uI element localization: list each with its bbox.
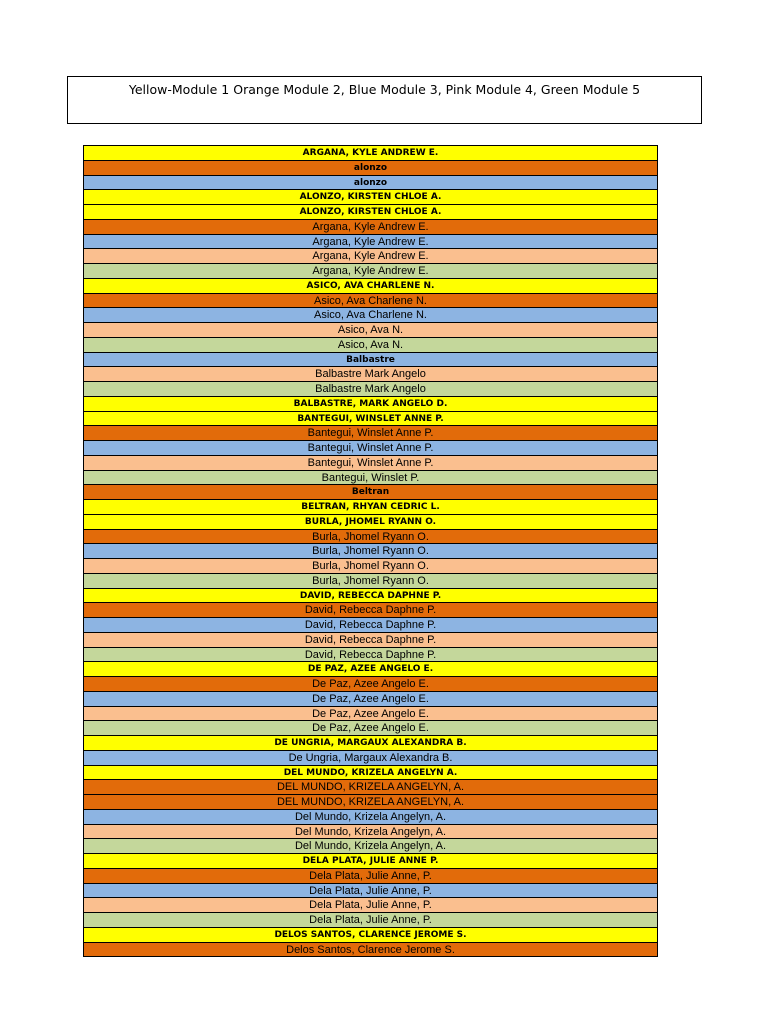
- roster-row: Bantegui, Winslet Anne P.: [84, 426, 657, 441]
- roster-row: Burla, Jhomel Ryann O.: [84, 559, 657, 574]
- roster-row: David, Rebecca Daphne P.: [84, 648, 657, 663]
- roster-row: alonzo: [84, 161, 657, 176]
- module-legend-box: [67, 76, 702, 124]
- roster-row: Dela Plata, Julie Anne, P.: [84, 869, 657, 884]
- roster-row: Del Mundo, Krizela Angelyn, A.: [84, 839, 657, 854]
- roster-row: BURLA, JHOMEL RYANN O.: [84, 515, 657, 530]
- roster-row: alonzo: [84, 176, 657, 191]
- roster-row: David, Rebecca Daphne P.: [84, 618, 657, 633]
- roster-row: ALONZO, KIRSTEN CHLOE A.: [84, 190, 657, 205]
- roster-row: Dela Plata, Julie Anne, P.: [84, 913, 657, 928]
- roster-row: Del Mundo, Krizela Angelyn, A.: [84, 810, 657, 825]
- roster-row: Balbastre: [84, 353, 657, 368]
- roster-row: DELA PLATA, JULIE ANNE P.: [84, 854, 657, 869]
- roster-row: Delos Santos, Clarence Jerome S.: [84, 943, 657, 958]
- roster-row: DEL MUNDO, KRIZELA ANGELYN, A.: [84, 795, 657, 810]
- roster-row: DE UNGRIA, MARGAUX ALEXANDRA B.: [84, 736, 657, 751]
- roster-row: ALONZO, KIRSTEN CHLOE A.: [84, 205, 657, 220]
- roster-row: Dela Plata, Julie Anne, P.: [84, 898, 657, 913]
- roster-row: Asico, Ava N.: [84, 338, 657, 353]
- roster-row: BALBASTRE, MARK ANGELO D.: [84, 397, 657, 412]
- roster-row: Argana, Kyle Andrew E.: [84, 264, 657, 279]
- roster-row: ARGANA, KYLE ANDREW E.: [84, 146, 657, 161]
- roster-row: De Paz, Azee Angelo E.: [84, 692, 657, 707]
- roster-row: DE PAZ, AZEE ANGELO E.: [84, 662, 657, 677]
- roster-row: Bantegui, Winslet Anne P.: [84, 441, 657, 456]
- student-roster-table: [83, 145, 658, 957]
- roster-row: David, Rebecca Daphne P.: [84, 633, 657, 648]
- roster-row: Argana, Kyle Andrew E.: [84, 235, 657, 250]
- roster-row: Del Mundo, Krizela Angelyn, A.: [84, 825, 657, 840]
- roster-row: Bantegui, Winslet Anne P.: [84, 456, 657, 471]
- module-legend-text: Yellow-Module 1 Orange Module 2, Blue Module 3, Pink Module 4, Green Module 5: [128, 82, 641, 97]
- roster-row: Asico, Ava Charlene N.: [84, 308, 657, 323]
- roster-row: DAVID, REBECCA DAPHNE P.: [84, 589, 657, 604]
- roster-row: BANTEGUI, WINSLET ANNE P.: [84, 412, 657, 427]
- roster-row: De Paz, Azee Angelo E.: [84, 721, 657, 736]
- roster-row: Burla, Jhomel Ryann O.: [84, 544, 657, 559]
- roster-row: Dela Plata, Julie Anne, P.: [84, 884, 657, 899]
- roster-row: Burla, Jhomel Ryann O.: [84, 530, 657, 545]
- roster-row: DEL MUNDO, KRIZELA ANGELYN, A.: [84, 780, 657, 795]
- roster-row: De Paz, Azee Angelo E.: [84, 707, 657, 722]
- roster-row: DEL MUNDO, KRIZELA ANGELYN A.: [84, 766, 657, 781]
- roster-row: ASICO, AVA CHARLENE N.: [84, 279, 657, 294]
- roster-row: David, Rebecca Daphne P.: [84, 603, 657, 618]
- roster-row: De Ungria, Margaux Alexandra B.: [84, 751, 657, 766]
- roster-row: Argana, Kyle Andrew E.: [84, 249, 657, 264]
- roster-row: DELOS SANTOS, CLARENCE JEROME S.: [84, 928, 657, 943]
- roster-row: Burla, Jhomel Ryann O.: [84, 574, 657, 589]
- roster-row: Balbastre Mark Angelo: [84, 382, 657, 397]
- roster-row: Bantegui, Winslet P.: [84, 471, 657, 486]
- roster-row: Asico, Ava Charlene N.: [84, 294, 657, 309]
- roster-row: Argana, Kyle Andrew E.: [84, 220, 657, 235]
- roster-row: Beltran: [84, 485, 657, 500]
- roster-row: Balbastre Mark Angelo: [84, 367, 657, 382]
- roster-row: De Paz, Azee Angelo E.: [84, 677, 657, 692]
- roster-row: BELTRAN, RHYAN CEDRIC L.: [84, 500, 657, 515]
- roster-row: Asico, Ava N.: [84, 323, 657, 338]
